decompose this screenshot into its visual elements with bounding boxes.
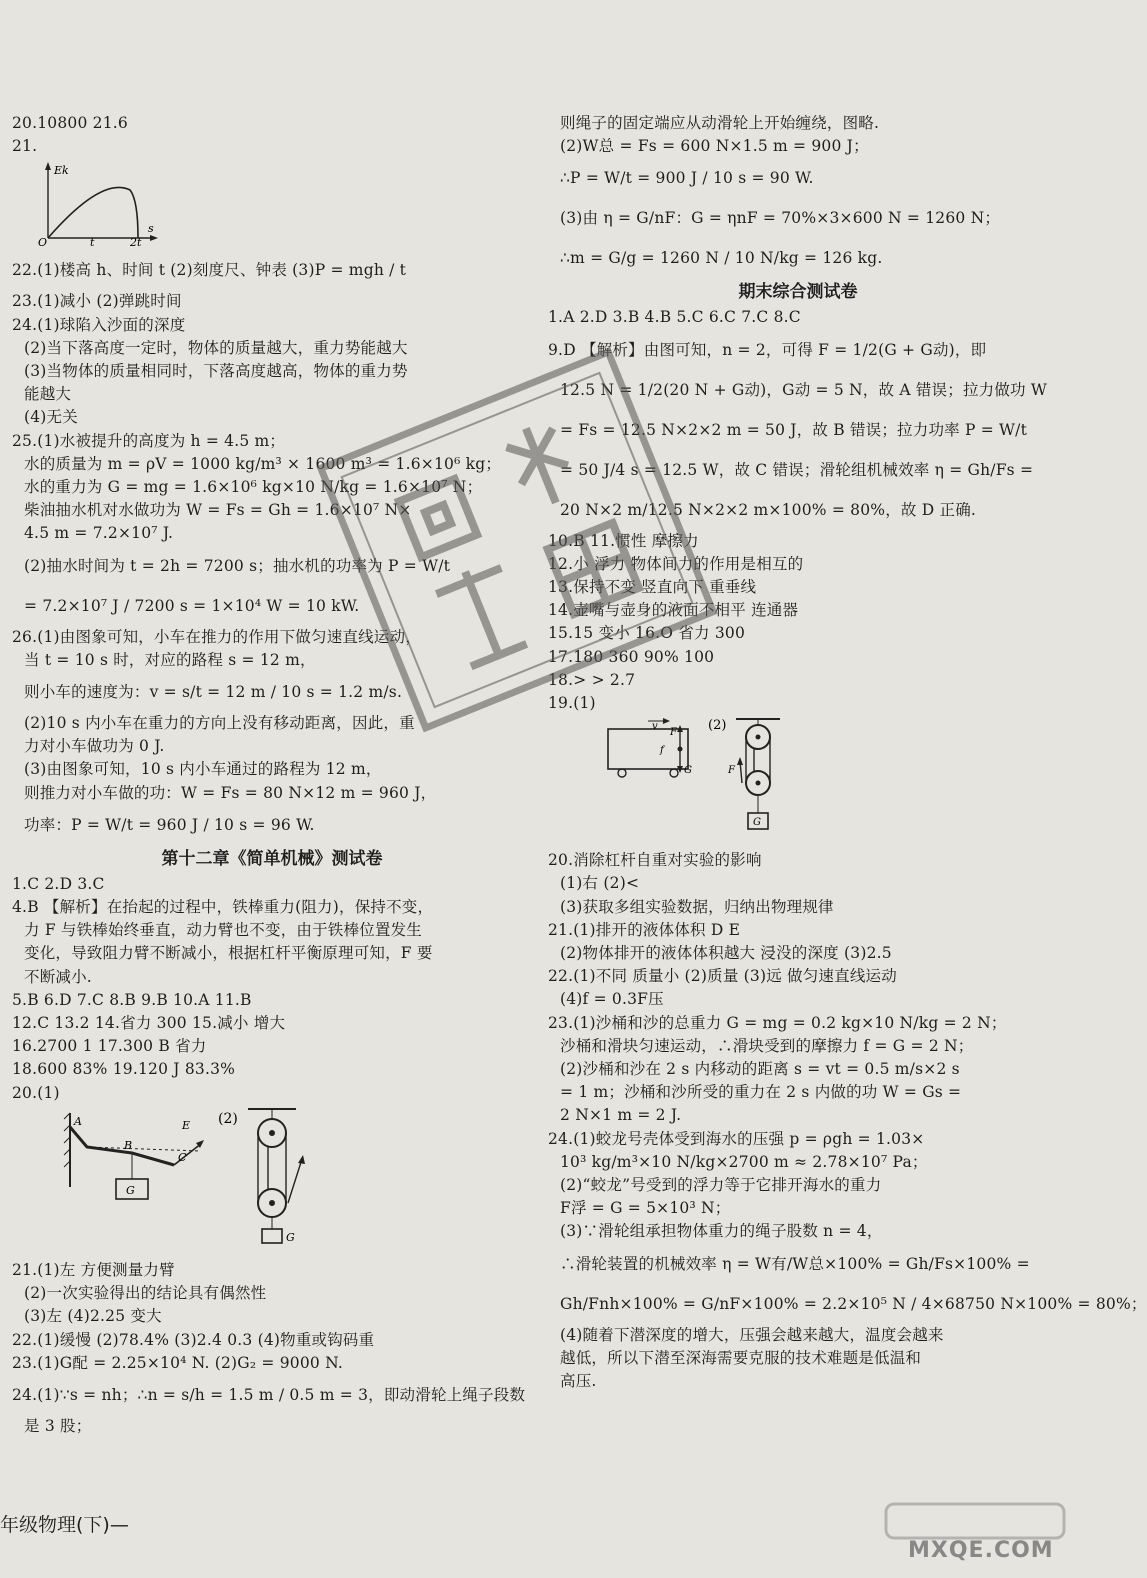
answer-line: ∴滑轮装置的机械效率 η = W有/W总×100% = Gh/Fs×100% = [560, 1254, 1030, 1273]
graph-tick: 2t [130, 236, 142, 250]
answer-line: 18.600 83% 19.120 J 83.3% [12, 1060, 236, 1079]
answer-line: 2 N×1 m = 2 J. [560, 1106, 682, 1125]
graph-ylabel: Ek [54, 164, 69, 178]
answer-line: 15.15 变小 16.O 省力 300 [548, 624, 746, 643]
answer-line: (2)10 s 内小车在重力的方向上没有移动距离，因此，重 [24, 714, 415, 733]
answer-line: 5.B 6.D 7.C 8.B 9.B 10.A 11.B [12, 990, 252, 1009]
figure-label: (2) [218, 1110, 238, 1127]
answer-line: 当 t = 10 s 时，对应的路程 s = 12 m， [24, 650, 316, 669]
answer-line: 18.> > 2.7 [548, 670, 636, 689]
answer-line: 9.D 【解析】由图可知，n = 2，可得 F = 1/2(G + G动)，即 [548, 340, 987, 359]
answer-line: (3)当物体的质量相同时，下落高度越高，物体的重力势 [24, 362, 408, 381]
answer-line: 25.(1)水被提升的高度为 h = 4.5 m； [12, 431, 286, 450]
answer-line: (2)W总 = Fs = 600 N×1.5 m = 900 J； [560, 137, 869, 156]
graph-tick: s [148, 222, 154, 236]
answer-line: 1.A 2.D 3.B 4.B 5.C 6.C 7.C 8.C [548, 308, 801, 327]
answer-line: 12.5 N = 1/2(20 N + G动)，G动 = 5 N，故 A 错误；拉力做功 W [560, 380, 1047, 399]
right-column [548, 112, 1147, 1393]
answer-line: 26.(1)由图象可知，小车在推力的作用下做匀速直线运动， [12, 627, 421, 646]
right-lines-c [548, 849, 1147, 1393]
answer-line: 则小车的速度为：v = s/t = 12 m / 10 s = 1.2 m/s. [24, 683, 403, 702]
figure-label: E [182, 1118, 191, 1132]
answer-line: 22.(1)缓慢 (2)78.4% (3)2.4 0.3 (4)物重或钩码重 [12, 1330, 375, 1349]
answer-line: = 7.2×10⁷ J / 7200 s = 1×10⁴ W = 10 kW. [24, 596, 360, 615]
answer-line: (4)随着下潜深度的增大，压强会越来越大，温度会越来 [560, 1325, 944, 1344]
answer-line: 20.消除杠杆自重对实验的影响 [548, 851, 762, 870]
answer-line: 水的重力为 G = mg = 1.6×10⁶ kg×10 N/kg = 1.6×10⁷ N； [24, 478, 483, 497]
answer-line: = 1 m；沙桶和沙所受的重力在 2 s 内做的功 W = Gs = [560, 1083, 962, 1102]
answer-line: 是 3 股； [24, 1416, 92, 1435]
answer-line: 21. [12, 137, 38, 156]
answer-line: 水的质量为 m = ρV = 1000 kg/m³ × 1600 m³ = 1.6×10⁶ kg； [24, 454, 502, 473]
figure-label: F [728, 765, 735, 777]
answer-line: F浮 = G = 5×10³ N； [560, 1199, 731, 1218]
answer-line: 则绳子的固定端应从动滑轮上开始缠绕，图略. [560, 114, 880, 132]
section-heading-final-exam: 期末综合测试卷 [738, 282, 858, 303]
answer-line: 14.壶嘴与壶身的液面不相平 连通器 [548, 601, 799, 620]
figure-label: G [753, 817, 761, 829]
left-lines-c [12, 873, 532, 1105]
answer-line: (4)无关 [24, 408, 78, 427]
answer-line: (3)获取多组实验数据，归纳出物理规律 [560, 897, 834, 916]
answer-line: 不断减小. [24, 967, 92, 986]
answer-line: 21.(1)左 方便测量力臂 [12, 1260, 175, 1279]
answer-line: 17.180 360 90% 100 [548, 647, 715, 666]
answer-line: 16.2700 1 17.300 B 省力 [12, 1037, 207, 1056]
answer-line: (3)由 η = G/nF：G = ηnF = 70%×3×600 N = 1260 N； [560, 209, 1001, 228]
figure-label: G [126, 1183, 135, 1197]
answer-line: 柴油抽水机对水做功为 W = Fs = Gh = 1.6×10⁷ N× [24, 501, 412, 520]
answer-line: 变化，导致阻力臂不断减小，根据杠杆平衡原理可知，F 要 [24, 944, 433, 963]
figure-label: C [178, 1150, 187, 1164]
section-heading-chapter12: 第十二章《简单机械》测试卷 [161, 848, 383, 869]
answer-line: 24.(1)∵s = nh；∴n = s/h = 1.5 m / 0.5 m = 3，即动滑轮上绳子段数 [12, 1385, 526, 1404]
answer-line: 4.5 m = 7.2×10⁷ J. [24, 524, 174, 543]
figure-19-cart-and-pulley [548, 717, 868, 845]
answer-line: 13.保持不变 竖直向下 重垂线 [548, 578, 757, 597]
answer-line: 23.(1)G配 = 2.25×10⁴ N. (2)G₂ = 9000 N. [12, 1353, 343, 1372]
answer-line: 高压. [560, 1372, 597, 1391]
graph-tick: O [38, 236, 48, 250]
figure-label: B [124, 1138, 133, 1152]
figure-label: f [660, 745, 664, 757]
answer-line: 力 F 与铁棒始终垂直，动力臂也不变，由于铁棒位置发生 [24, 921, 423, 940]
answer-line: (2)物体排开的液体体积越大 浸没的深度 (3)2.5 [560, 944, 892, 963]
answer-line: (3)左 (4)2.25 变大 [24, 1307, 162, 1326]
answer-line: = Fs = 12.5 N×2×2 m = 50 J，故 B 错误；拉力功率 P = W/t [560, 420, 1028, 439]
answer-line: 力对小车做功为 0 J. [24, 737, 165, 756]
answer-line: (2)一次实验得出的结论具有偶然性 [24, 1284, 267, 1303]
page-footer: 年级物理(下)— [0, 1514, 129, 1536]
right-lines-b [548, 306, 1048, 715]
answer-line: 20 N×2 m/12.5 N×2×2 m×100% = 80%，故 D 正确. [560, 500, 977, 519]
answer-line: 10³ kg/m³×10 N/kg×2700 m ≈ 2.78×10⁷ Pa； [560, 1152, 928, 1171]
answer-line: 23.(1)沙桶和沙的总重力 G = mg = 0.2 kg×10 N/kg = 2 N； [548, 1013, 1007, 1032]
answer-line: 20.10800 21.6 [12, 114, 128, 132]
answer-line: (1)右 (2)< [560, 874, 640, 893]
answer-line: (2)沙桶和沙在 2 s 内移动的距离 s = vt = 0.5 m/s×2 s [560, 1060, 960, 1079]
answer-line: 功率：P = W/t = 960 J / 10 s = 96 W. [24, 815, 315, 834]
answer-line: (4)f = 0.3F压 [560, 990, 664, 1009]
left-column [12, 112, 532, 1438]
figure-label: G [286, 1230, 295, 1244]
watermark-text: MXQE.COM [908, 1538, 1054, 1563]
figure-label: A [74, 1114, 82, 1128]
answer-line: 24.(1)蛟龙号壳体受到海水的压强 p = ρgh = 1.03× [548, 1129, 925, 1148]
answer-line: 10.B 11.惯性 摩擦力 [548, 531, 699, 550]
answer-line: 22.(1)不同 质量小 (2)质量 (3)远 做匀速直线运动 [548, 967, 897, 986]
figure-20-lever-and-pulley [12, 1107, 332, 1255]
answer-line: (3)由图象可知，10 s 内小车通过的路程为 12 m， [24, 760, 382, 779]
figure-21-energy-graph [12, 160, 162, 250]
answer-line: 12.小 浮力 物体间力的作用是相互的 [548, 554, 804, 573]
answer-line: (2)抽水时间为 t = 2h = 7200 s；抽水机的功率为 P = W/t [24, 556, 451, 575]
answer-line: 则推力对小车做的功：W = Fs = 80 N×12 m = 960 J， [24, 783, 437, 802]
figure-label: v [652, 721, 658, 733]
answer-line: 19.(1) [548, 694, 596, 713]
answer-line: 4.B 【解析】在抬起的过程中，铁棒重力(阻力)，保持不变， [12, 898, 434, 917]
answer-line: 20.(1) [12, 1083, 60, 1102]
answer-line: 12.C 13.2 14.省力 300 15.减小 增大 [12, 1014, 286, 1033]
answer-line: Gh/Fnh×100% = G/nF×100% = 2.2×10⁵ N / 4×68750 N×100% = 80%； [560, 1294, 1147, 1313]
left-lines-d [12, 1259, 532, 1438]
answer-line: 22.(1)楼高 h、时间 t (2)刻度尺、钟表 (3)P = mgh / t [12, 261, 407, 280]
answer-line: (2)当下落高度一定时，物体的质量越大，重力势能越大 [24, 338, 408, 357]
answer-line: 越低，所以下潜至深海需要克服的技术难题是低温和 [560, 1348, 922, 1367]
figure-label: G [684, 765, 692, 777]
answer-line: (3)∵滑轮组承担物体重力的绳子股数 n = 4， [560, 1222, 883, 1241]
figure-label: (2) [708, 718, 727, 734]
left-lines-a [12, 112, 532, 158]
answer-line: ∴P = W/t = 900 J / 10 s = 90 W. [560, 169, 814, 188]
answer-line: 21.(1)排开的液体体积 D E [548, 920, 741, 939]
right-lines-a [548, 112, 1048, 278]
graph-tick: t [90, 236, 95, 250]
answer-line: ∴m = G/g = 1260 N / 10 N/kg = 126 kg. [560, 249, 883, 268]
answer-line: 24.(1)球陷入沙面的深度 [12, 315, 186, 334]
answer-line: 沙桶和滑块匀速运动，∴滑块受到的摩擦力 f = G = 2 N； [560, 1036, 974, 1055]
answer-line: 能越大 [24, 385, 72, 404]
answer-line: (2)“蛟龙”号受到的浮力等于它排开海水的重力 [560, 1176, 882, 1195]
left-lines-b [12, 250, 532, 844]
answer-line: 1.C 2.D 3.C [12, 874, 105, 893]
answer-line: 23.(1)减小 (2)弹跳时间 [12, 292, 182, 311]
answer-line: = 50 J/4 s = 12.5 W，故 C 错误；滑轮组机械效率 η = Gh/Fs = [560, 460, 1034, 479]
figure-label: F [670, 727, 677, 739]
